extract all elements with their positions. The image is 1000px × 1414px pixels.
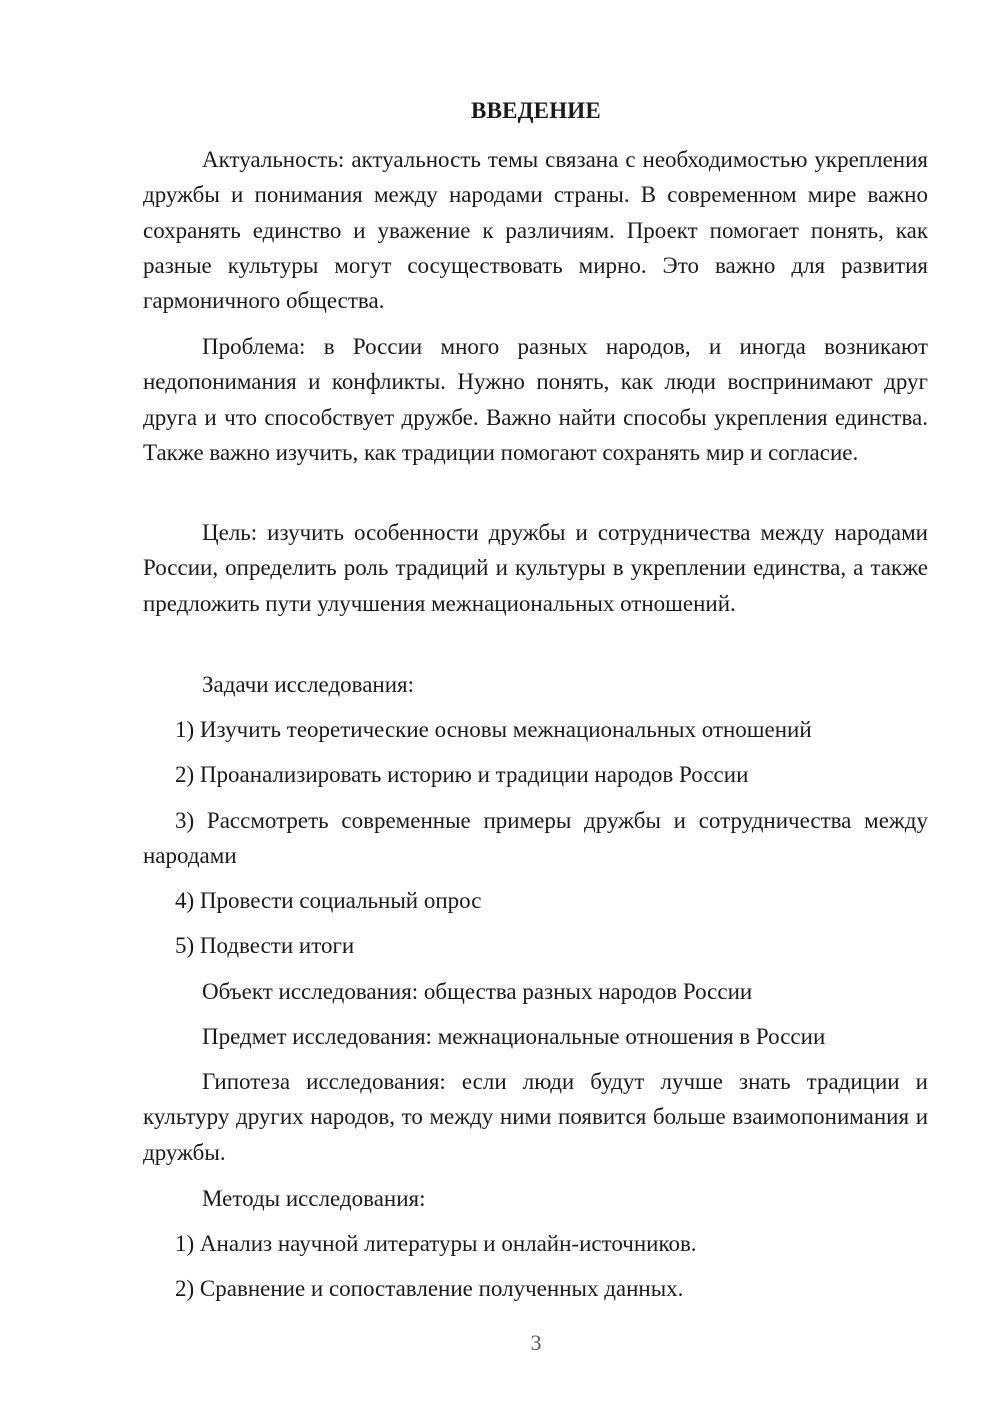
method-item-1: 1) Анализ научной литературы и онлайн-источников. <box>175 1231 697 1256</box>
problem-paragraph: Проблема: в России много разных народов, и иногда возникают недопонимания и конфликты. Нужно понять, как люди воспринимают друг друга и что способствует дружбе. Важно найти способы укрепления единства. Также важно изучить, как традиции помогают сохранять мир и согласие. <box>143 334 928 465</box>
section-title: ВВЕДЕНИЕ <box>471 98 601 123</box>
task-item-1: 1) Изучить теоретические основы межнациональных отношений <box>175 717 812 742</box>
relevance-paragraph: Актуальность: актуальность темы связана с необходимостью укрепления дружбы и понимания между народами страны. В современном мире важно сохранять единство и уважение к различиям. Проект помогает понять, как разные культуры могут сосуществовать мирно. Это важно для развития гармоничного общества. <box>143 147 928 314</box>
methods-heading: Методы исследования: <box>202 1186 426 1211</box>
tasks-heading: Задачи исследования: <box>202 672 415 697</box>
task-item-4: 4) Провести социальный опрос <box>175 888 482 913</box>
research-subject: Предмет исследования: межнациональные отношения в России <box>202 1024 826 1049</box>
research-object: Объект исследования: общества разных народов России <box>202 979 753 1004</box>
task-item-5: 5) Подвести итоги <box>175 933 355 958</box>
task-item-2: 2) Проанализировать историю и традиции народов России <box>175 762 749 787</box>
task-item-3: 3) Рассмотреть современные примеры дружбы и сотрудничества между народами <box>143 808 928 869</box>
page-number: 3 <box>530 1330 542 1355</box>
hypothesis-paragraph: Гипотеза исследования: если люди будут лучше знать традиции и культуру других народов, то между ними появится больше взаимопонимания и дружбы. <box>143 1069 928 1165</box>
goal-paragraph: Цель: изучить особенности дружбы и сотрудничества между народами России, определить роль традиций и культуры в укреплении единства, а также предложить пути улучшения межнациональных отношений. <box>143 520 928 616</box>
method-item-2: 2) Сравнение и сопоставление полученных данных. <box>175 1276 684 1301</box>
